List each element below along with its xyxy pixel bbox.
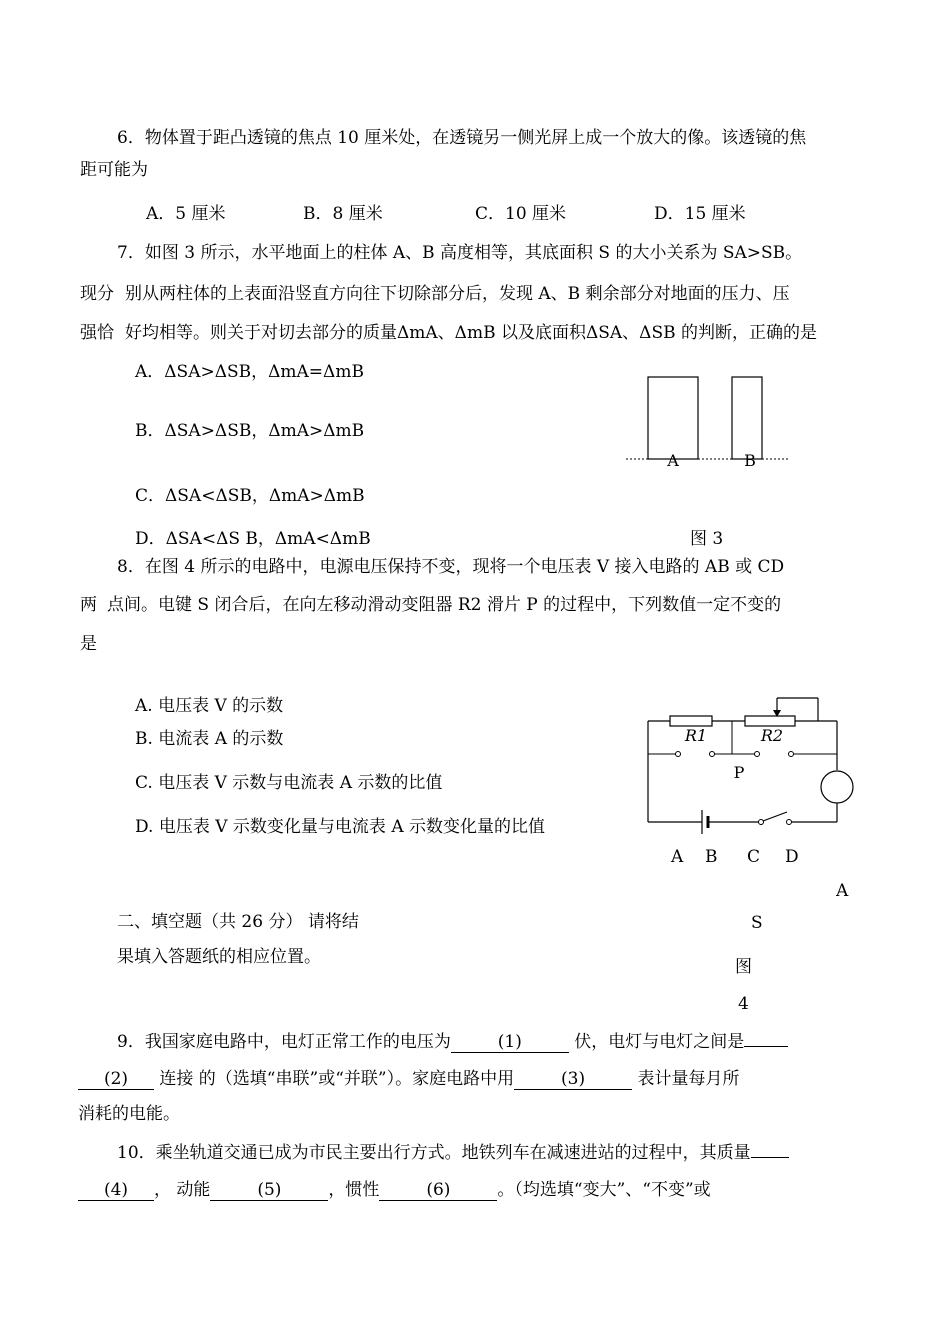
q8-line3: 是: [80, 634, 97, 654]
q6-option-a: A．5 厘米: [146, 204, 226, 224]
q10-text-4: 。（均选填“变大”、“不变”或: [497, 1180, 711, 1200]
q10-text-3: ，惯性: [328, 1180, 380, 1200]
q9-text-2: 伏，电灯与电灯之间是: [568, 1032, 745, 1052]
q7-line2-body: 别从两柱体的上表面沿竖直方向往下切除部分后，发现 A、B 剩余部分对地面的压力、压: [125, 284, 790, 304]
q7-line3-head: 强恰: [80, 323, 114, 343]
q9-text-4: 表计量每月所: [632, 1069, 740, 1089]
section2-heading: 二、填空题（共 26 分） 请将结: [117, 912, 359, 932]
q6-option-d: D．15 厘米: [654, 204, 746, 224]
label-r1: R1: [684, 726, 708, 745]
q8-option-b: B. 电流表 A 的示数: [135, 729, 284, 749]
blank-4[interactable]: (4): [78, 1180, 154, 1201]
figure-3-caption: 图 3: [690, 529, 724, 549]
q10-text-2: ， 动能: [154, 1180, 211, 1200]
terminal-a: [676, 752, 681, 757]
resistor-r1: [670, 716, 712, 726]
q8-option-d: D. 电压表 V 示数变化量与电流表 A 示数变化量的比值: [135, 817, 545, 837]
label-terminal-c: C: [747, 847, 761, 867]
q7-option-d: D．ΔSA<ΔS B，ΔmA<ΔmB: [135, 529, 371, 549]
label-r2: R2: [760, 726, 784, 745]
q7-line2-head: 现分: [80, 284, 114, 304]
q8-line2-head: 两: [80, 595, 97, 615]
q6-line1: 6．物体置于距凸透镜的焦点 10 厘米处，在透镜另一侧光屏上成一个放大的像。该透镜的焦: [117, 128, 807, 148]
column-a-label: A: [667, 451, 679, 470]
q9-text-1: 9．我国家庭电路中，电灯正常工作的电压为: [117, 1032, 451, 1052]
blank-4-start[interactable]: [751, 1157, 789, 1158]
terminal-c: [755, 752, 760, 757]
q7-option-c: C．ΔSA<ΔSB，ΔmA>ΔmB: [135, 486, 365, 506]
q8-option-c: C. 电压表 V 示数与电流表 A 示数的比值: [135, 773, 443, 793]
blank-2[interactable]: (2): [78, 1069, 154, 1090]
figure-4-circuit: [640, 690, 860, 850]
section2-heading-cont: 果填入答题纸的相应位置。: [117, 947, 321, 967]
q10-text-1: 10．乘坐轨道交通已成为市民主要出行方式。地铁列车在减速进站的过程中，其质量: [117, 1143, 751, 1163]
label-terminal-a: A: [671, 847, 684, 867]
column-b: [732, 377, 762, 459]
label-p: P: [733, 763, 745, 782]
blank-1[interactable]: (1): [451, 1032, 569, 1053]
q7-line1: 7．如图 3 所示，水平地面上的柱体 A、B 高度相等，其底面积 S 的大小关系为 SA>SB。: [117, 243, 803, 263]
rheostat-r2: [745, 716, 795, 726]
blank-3[interactable]: (3): [514, 1069, 632, 1090]
q8-option-a: A. 电压表 V 的示数: [135, 696, 284, 716]
terminal-b: [710, 752, 715, 757]
q7-option-b: B．ΔSA>ΔSB，ΔmA>ΔmB: [135, 421, 365, 441]
label-terminal-b: B: [705, 847, 718, 867]
label-ammeter: A: [836, 881, 849, 901]
q10-line2: [78, 1179, 711, 1201]
terminal-d: [789, 752, 794, 757]
q8-line1: 8．在图 4 所示的电路中，电源电压保持不变，现将一个电压表 V 接入电路的 AB 或 CD: [117, 557, 785, 577]
figure-4-caption-1: 图: [735, 957, 752, 977]
q7-line3-body: 好均相等。则关于对切去部分的质量ΔmA、ΔmB 以及底面积ΔSA、ΔSB 的判断，正确的是: [125, 323, 817, 343]
blank-5[interactable]: (5): [210, 1180, 328, 1201]
q9-line2: [78, 1068, 739, 1090]
label-switch: S: [751, 913, 763, 933]
blank-2-start[interactable]: [744, 1046, 788, 1047]
q10-line1: [117, 1142, 789, 1164]
blank-6[interactable]: (6): [379, 1180, 497, 1201]
q7-option-a: A．ΔSA>ΔSB，ΔmA=ΔmB: [135, 362, 364, 382]
switch-s: [763, 812, 787, 821]
figure-3: [624, 372, 794, 482]
ammeter: [821, 771, 853, 803]
q6-line2: 距可能为: [80, 160, 148, 180]
q8-line2-body: 点间。电键 S 闭合后，在向左移动滑动变阻器 R2 滑片 P 的过程中，下列数值一定不变的: [107, 595, 782, 615]
figure-4-caption-2: 4: [738, 994, 749, 1014]
q6-option-b: B．8 厘米: [303, 204, 383, 224]
label-terminal-d: D: [785, 847, 799, 867]
q6-option-c: C．10 厘米: [475, 204, 567, 224]
column-b-label: B: [744, 451, 756, 470]
q9-line3: 消耗的电能。: [78, 1104, 180, 1124]
q9-text-3: 连接 的（选填“串联”或“并联”）。家庭电路中用: [154, 1069, 515, 1089]
column-a: [648, 377, 698, 459]
q9-line1: [117, 1031, 788, 1053]
